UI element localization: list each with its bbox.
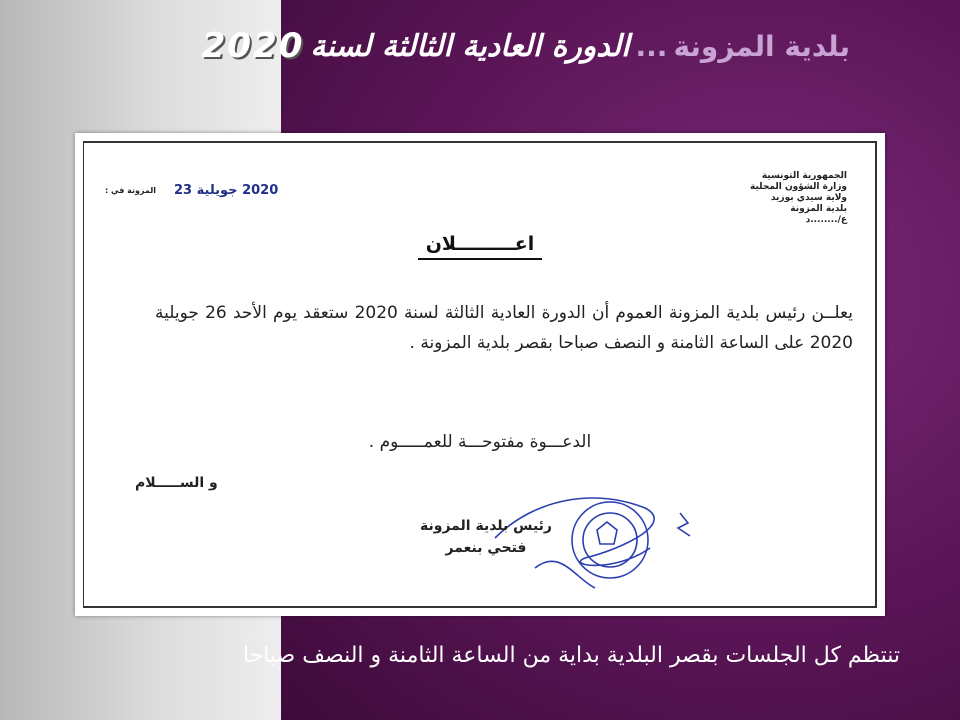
scanned-announcement	[75, 133, 885, 616]
title-dots: ...	[635, 29, 668, 63]
heading-text: اعـــــــــلان	[418, 233, 543, 260]
invitation-line: الدعـــوة مفتوحـــة للعمـــــوم .	[368, 432, 592, 452]
date-label: المزونة في :	[105, 186, 157, 195]
closing-greeting: و الســـــلام	[135, 475, 218, 491]
footer-caption: تنتظم كل الجلسات بقصر البلدية بداية من الساعة الثامنة و النصف صباحا	[242, 643, 900, 668]
signatory-title: رئيس بلدية المزونة	[420, 518, 552, 534]
title-year: 2020	[201, 26, 305, 66]
date-stamp: 2020 جويلية 23	[174, 183, 279, 198]
title-municipality: بلدية المزونة	[673, 29, 850, 63]
letterhead-line: بلدية المزونة	[790, 204, 847, 214]
letterhead-line: ع/........د	[805, 215, 847, 225]
slide-title	[160, 18, 850, 74]
signatory-block	[420, 515, 552, 559]
signatory-name: فتحي بنعمر	[445, 540, 527, 556]
letterhead-line: الجمهورية التونسية	[761, 171, 847, 181]
letterhead-line: ولاية سيدي بوزيد	[770, 193, 847, 203]
announcement-body: يعلــن رئيس بلدية المزونة العموم أن الدورة العادية الثالثة لسنة 2020 ستعقد يوم الأحد 26 جويلية 2020 على الساعة الثامنة و النصف صباحا بقصر بلدية المزونة .	[155, 303, 853, 353]
date-block	[105, 183, 278, 198]
letterhead-line: وزارة الشؤون المحلية	[750, 182, 847, 192]
title-session: الدورة العادية الثالثة لسنة	[310, 28, 630, 64]
letterhead	[750, 171, 847, 226]
announcement-heading	[75, 233, 885, 255]
